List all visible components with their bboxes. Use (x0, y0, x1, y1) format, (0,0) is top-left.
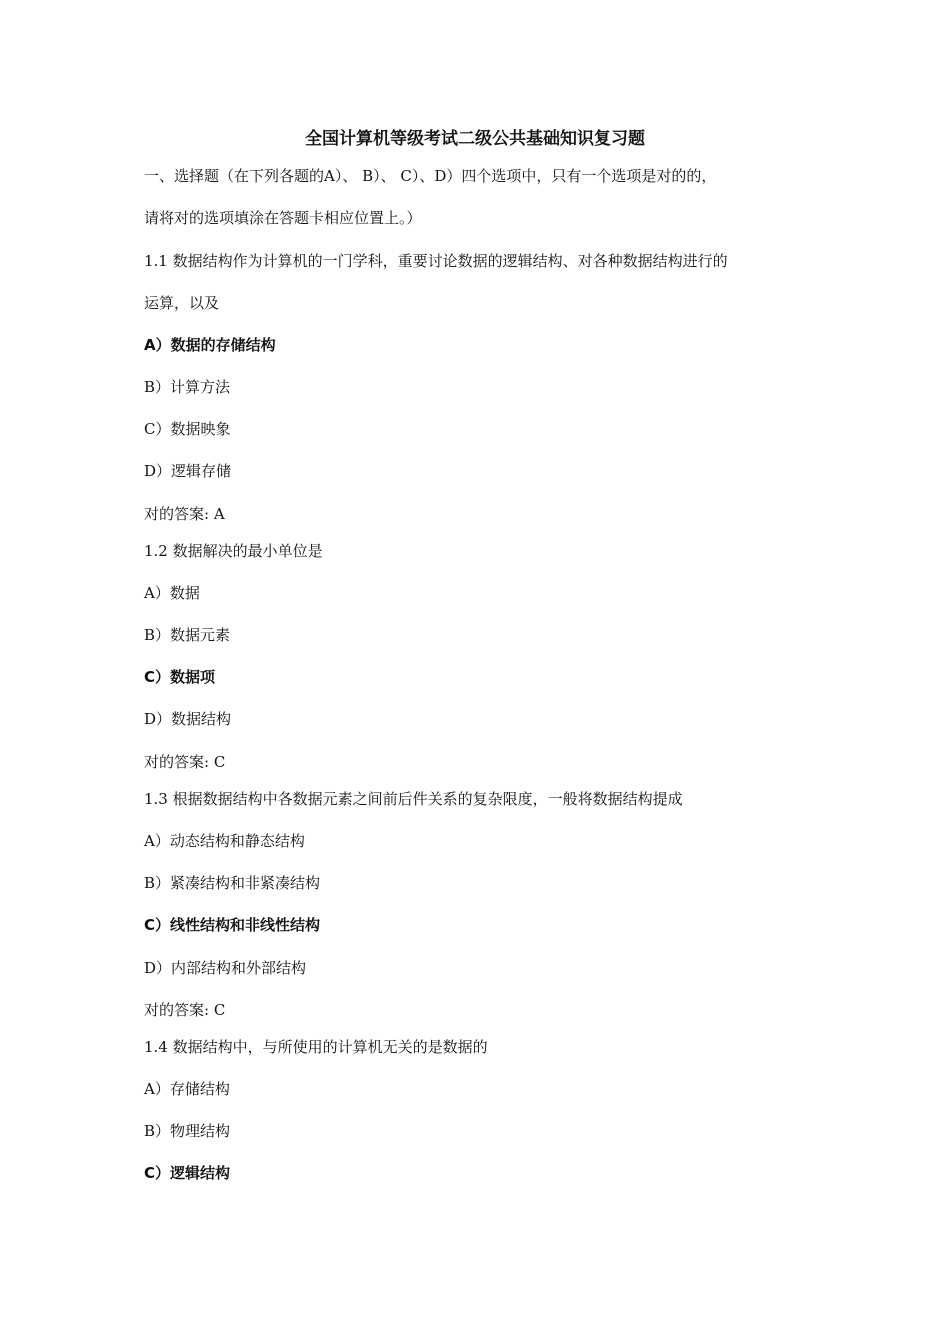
question-4-option-c: C）逻辑结构 (144, 1164, 231, 1182)
question-2-stem: 1.2 数据解决的最小单位是 (144, 542, 323, 560)
question-1-option-d: D）逻辑存储 (144, 462, 232, 480)
intro-line-1: 一、选择题（在下列各题的A）、 B）、 C）、D）四个选项中，只有一个选项是对的的， (144, 167, 717, 185)
question-3-answer: 对的答案: C (144, 1001, 226, 1019)
question-3-option-a: A）动态结构和静态结构 (144, 832, 305, 850)
question-1-stem-line-2: 运算，以及 (144, 294, 220, 312)
question-2-option-a: A）数据 (144, 584, 200, 602)
question-3-option-c: C）线性结构和非线性结构 (144, 916, 321, 934)
question-3-option-b: B）紧凑结构和非紧凑结构 (144, 874, 321, 892)
question-1-option-c: C）数据映象 (144, 420, 231, 438)
question-1-answer: 对的答案: A (144, 505, 225, 523)
document-title: 全国计算机等级考试二级公共基础知识复习题 (305, 129, 645, 149)
question-4-stem: 1.4 数据结构中，与所使用的计算机无关的是数据的 (144, 1038, 488, 1056)
question-2-option-c: C）数据项 (144, 668, 216, 686)
question-2-option-b: B）数据元素 (144, 626, 231, 644)
question-3-option-d: D）内部结构和外部结构 (144, 959, 307, 977)
question-1-option-b: B）计算方法 (144, 378, 231, 396)
question-3-stem: 1.3 根据数据结构中各数据元素之间前后件关系的复杂限度，一般将数据结构提成 (144, 790, 683, 808)
question-1-stem-line-1: 1.1 数据结构作为计算机的一门学科，重要讨论数据的逻辑结构、对各种数据结构进行的 (144, 252, 728, 270)
question-4-option-b: B）物理结构 (144, 1122, 231, 1140)
intro-line-2: 请将对的选项填涂在答题卡相应位置上。） (144, 209, 422, 227)
question-4-option-a: A）存储结构 (144, 1080, 230, 1098)
question-2-answer: 对的答案: C (144, 753, 226, 771)
question-2-option-d: D）数据结构 (144, 710, 232, 728)
question-1-option-a: A）数据的存储结构 (144, 336, 276, 354)
